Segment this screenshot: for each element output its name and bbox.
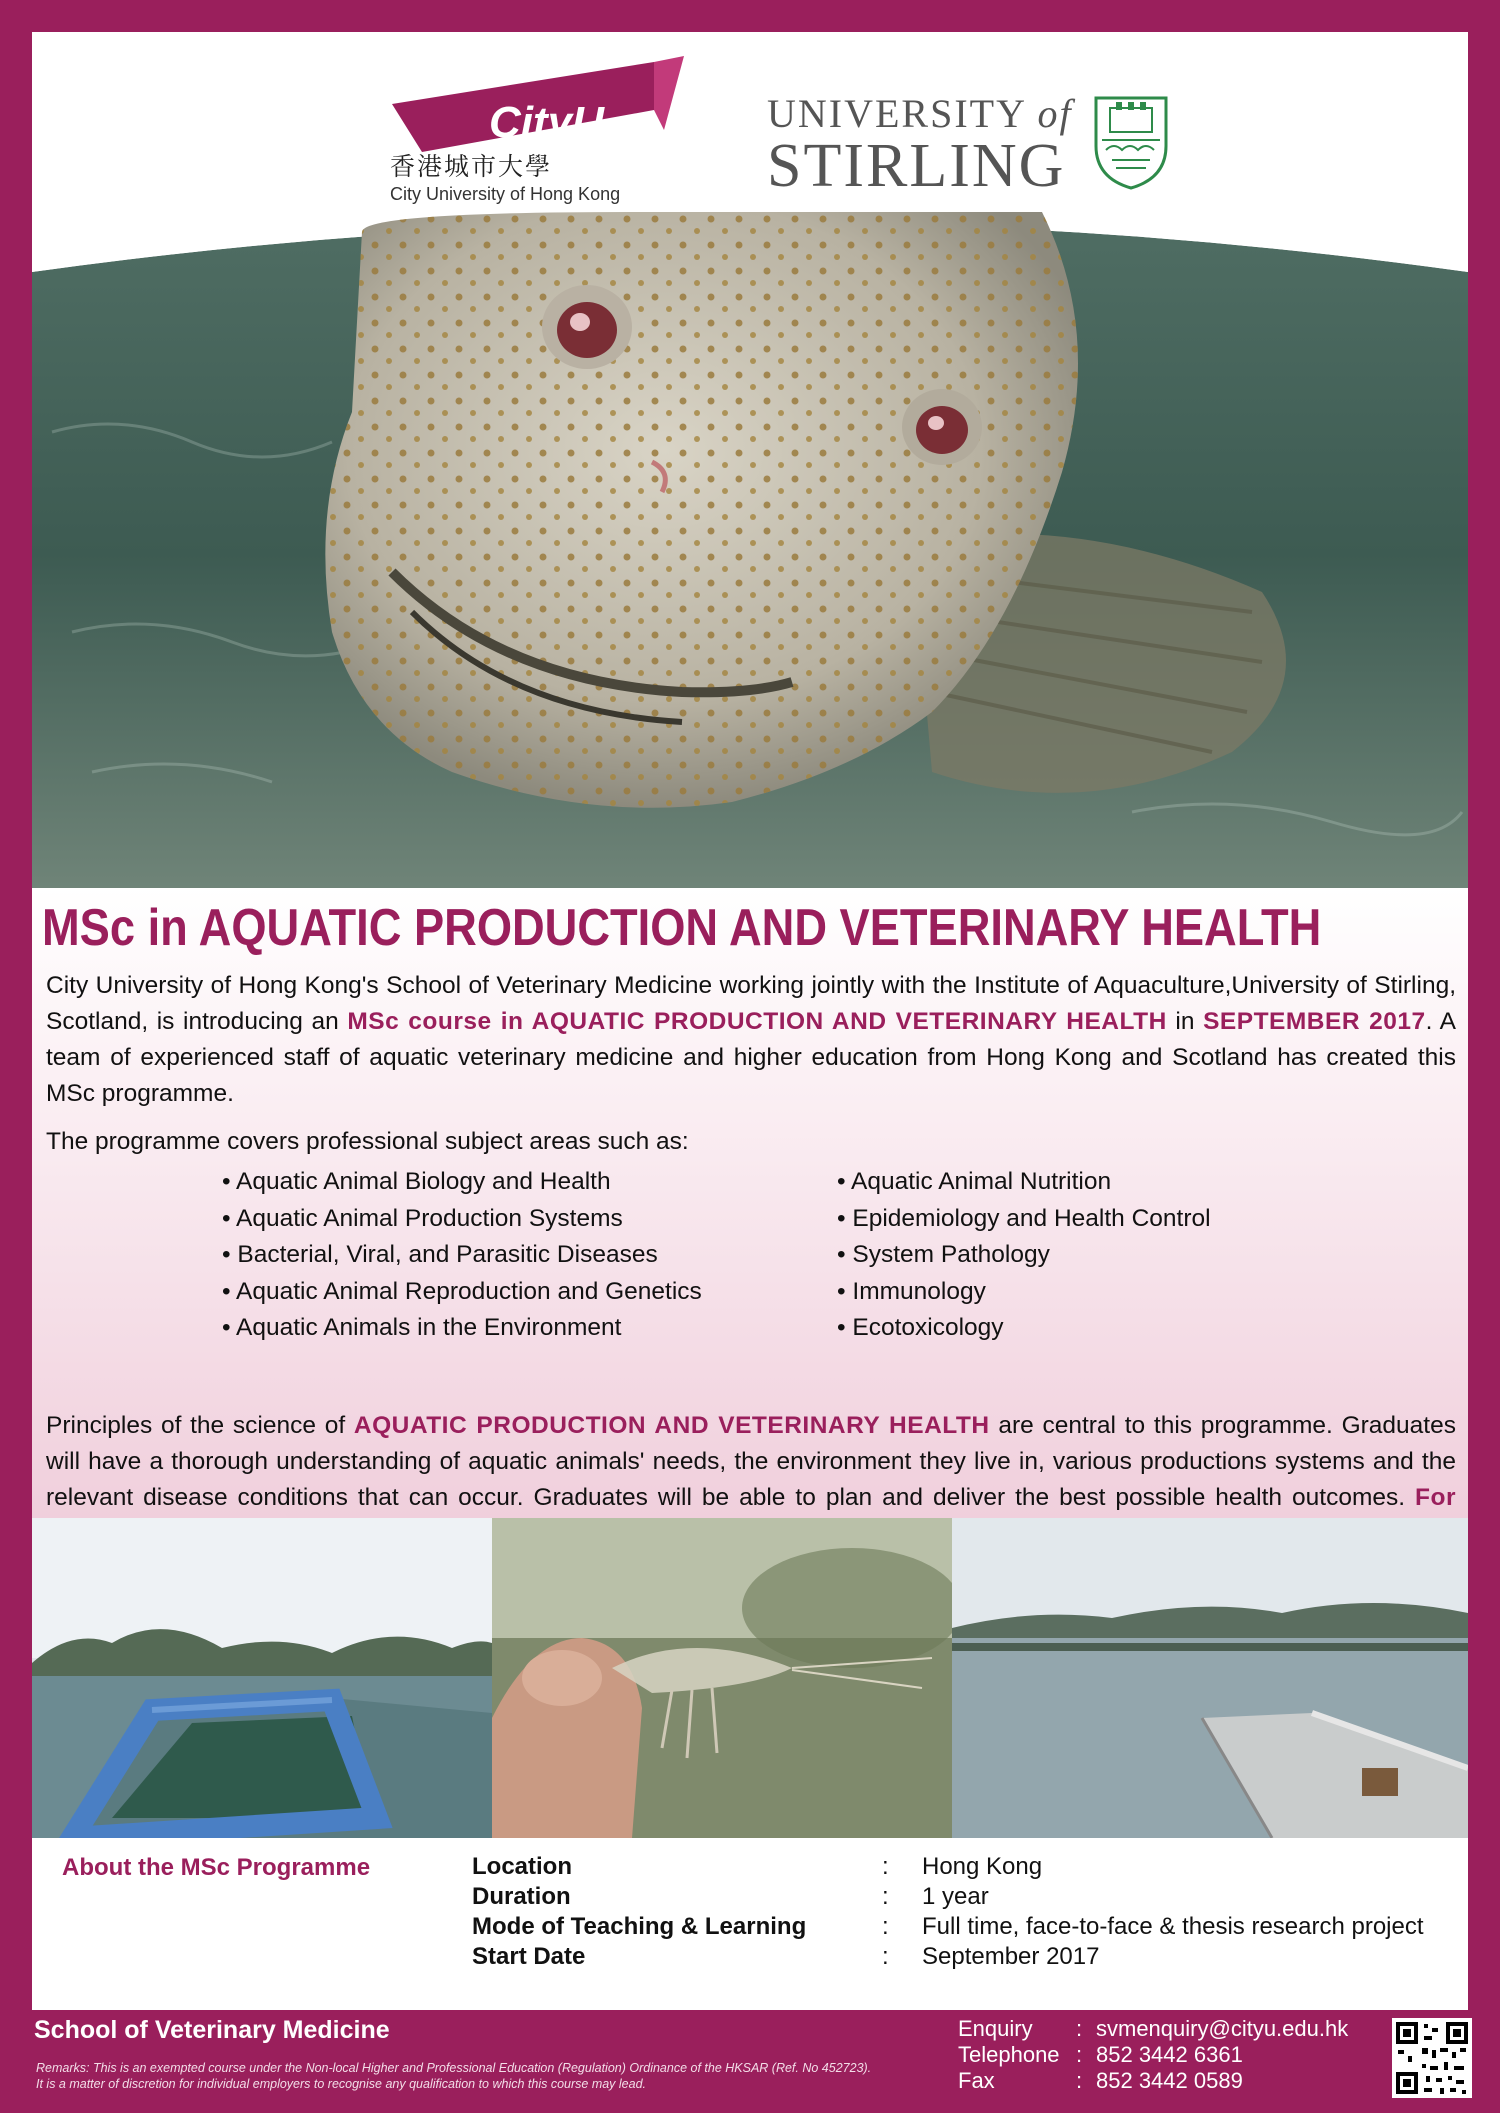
lake-photo: [952, 1518, 1468, 1838]
cityu-logo: [354, 52, 699, 232]
list-item: • Aquatic Animal Reproduction and Genetics: [222, 1277, 702, 1305]
stirling-line1: UNIVERSITY: [767, 91, 1026, 136]
intro-part3: . A team of experienced staff of aquatic veterinary medicine and higher education from Hong Kong and Scotland has created this MSc programme.: [46, 1008, 1457, 1107]
stirling-line2: STIRLING: [767, 132, 1066, 200]
enquiry-email-link[interactable]: svmenquiry@cityu.edu.hk: [1096, 2016, 1349, 2041]
remarks: Remarks: This is an exempted course under the Non-local Higher and Professional Education (Regulation) Ordinance of the HKSAR (Ref. No 452723). It is a matter of discretion for individual employers to recognise any qualification to which this course may lead.: [36, 2061, 872, 2091]
contact-colon: :: [1076, 2042, 1083, 2067]
programme-description-panel: [32, 888, 1468, 1518]
info-label: Start Date: [472, 1943, 586, 1970]
intro-paragraph: [46, 968, 1456, 1112]
intro-part2: in: [1166, 1008, 1204, 1035]
svg-text:CityU: CityU: [489, 98, 604, 147]
list-item: • Aquatic Animals in the Environment: [222, 1314, 622, 1341]
list-item: • Immunology: [837, 1277, 986, 1305]
info-label: Duration: [472, 1883, 571, 1910]
info-label: Location: [472, 1853, 572, 1880]
info-value: Full time, face-to-face & thesis research project: [922, 1913, 1424, 1940]
list-item: • Aquatic Animal Biology and Health: [222, 1168, 611, 1195]
list-item: • Epidemiology and Health Control: [837, 1204, 1211, 1232]
list-item: • Aquatic Animal Production Systems: [222, 1204, 623, 1232]
info-colon: :: [882, 1943, 889, 1970]
stirling-of: of: [1037, 91, 1073, 136]
footer: [0, 2010, 1500, 2113]
info-value: Hong Kong: [922, 1853, 1043, 1880]
about-programme-section: [32, 1838, 1468, 2012]
poster: [32, 32, 1468, 2012]
principles-part1: Principles of the science of: [46, 1412, 354, 1439]
list-item: • Aquatic Animal Nutrition: [837, 1168, 1112, 1195]
page-title: MSc in AQUATIC PRODUCTION AND VETERINARY HEALTH: [42, 899, 1322, 957]
info-colon: :: [882, 1853, 889, 1880]
shrimp-photo: [492, 1518, 952, 1838]
contact-label: Telephone: [958, 2042, 1060, 2067]
photo-strip: [32, 1518, 1468, 1838]
intro-highlight-date: SEPTEMBER 2017: [1203, 1008, 1426, 1035]
fax-value: 852 3442 0589: [1096, 2068, 1243, 2093]
details-link[interactable]: For: [1415, 1484, 1456, 1511]
contact-colon: :: [1076, 2016, 1083, 2041]
contact-label: Fax: [958, 2068, 995, 2093]
subjects-intro: The programme covers professional subject areas such as:: [46, 1128, 689, 1155]
contact-colon: :: [1076, 2068, 1083, 2093]
cityu-chinese-name: 香港城市大學: [390, 152, 553, 181]
about-heading: About the MSc Programme: [62, 1854, 371, 1881]
info-colon: :: [882, 1913, 889, 1940]
info-value: September 2017: [922, 1943, 1100, 1970]
stirling-logo-text: [767, 90, 1073, 200]
principles-part2: are central to this programme. Graduates will have a thorough understanding of aquatic animals' needs, the environment they live in, various productions systems and the relevant disease conditions that can occur. Graduates will be able to plan and deliver the best possible health outcomes.: [46, 1412, 1456, 1511]
principles-highlight: AQUATIC PRODUCTION AND VETERINARY HEALTH: [353, 1412, 990, 1439]
info-colon: :: [882, 1883, 889, 1910]
list-item: • Bacterial, Viral, and Parasitic Diseases: [222, 1241, 658, 1268]
list-item: • Ecotoxicology: [837, 1314, 1004, 1341]
subjects-list-left: [222, 1164, 702, 1347]
telephone-value: 852 3442 6361: [1096, 2042, 1243, 2067]
contact-label: Enquiry: [958, 2016, 1033, 2041]
intro-part1: City University of Hong Kong's School of Veterinary Medicine working jointly with the Institute of Aquaculture,University of Stirling, Scotland, is introducing an: [46, 972, 1456, 1035]
school-name: School of Veterinary Medicine: [34, 2016, 390, 2044]
info-value: 1 year: [922, 1883, 989, 1910]
subjects-list-right: [837, 1164, 1211, 1347]
qr-code-icon[interactable]: [1392, 2018, 1472, 2098]
cityu-english-name: City University of Hong Kong: [390, 184, 621, 204]
stirling-crest-icon: [1092, 94, 1170, 190]
fish-farm-photo: [32, 1518, 492, 1838]
hero-fish-photo: [32, 212, 1468, 888]
info-label: Mode of Teaching & Learning: [472, 1913, 807, 1940]
intro-highlight-course: MSc course in AQUATIC PRODUCTION AND VETERINARY HEALTH: [347, 1008, 1167, 1035]
list-item: • System Pathology: [837, 1241, 1050, 1268]
